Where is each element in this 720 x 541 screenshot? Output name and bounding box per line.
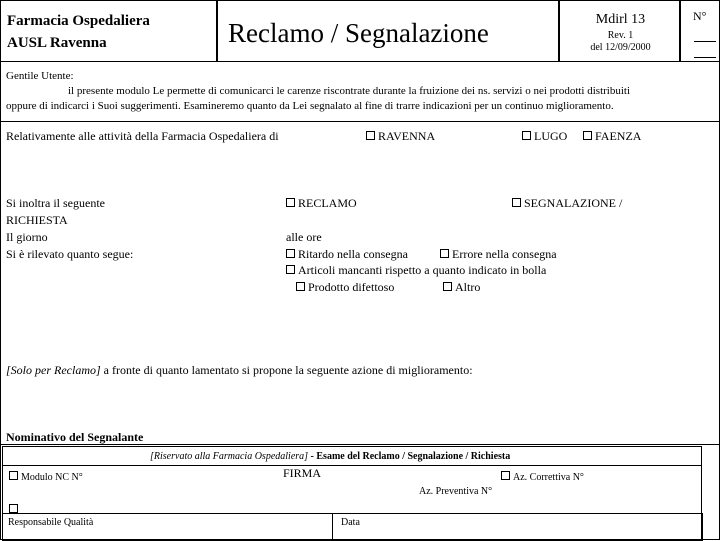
- issue-articoli-label: Articoli mancanti rispetto a quanto indicato in bolla: [298, 263, 547, 277]
- report-line-3: Il giorno: [6, 230, 48, 244]
- responsible-box: [2, 513, 333, 541]
- corrective-action[interactable]: [501, 471, 584, 484]
- issue-errore[interactable]: [440, 247, 557, 262]
- internal-reserved: [Riservato alla Farmacia Ospedaliera]: [150, 451, 309, 462]
- checkbox-modulo-nc[interactable]: [9, 471, 18, 480]
- number-line-2[interactable]: [694, 57, 716, 58]
- org-name: Farmacia Ospedaliera: [7, 13, 150, 29]
- org-unit: AUSL Ravenna: [7, 35, 107, 51]
- report-line-1: Si inoltra il seguente: [6, 196, 105, 210]
- page-title: Reclamo / Segnalazione: [228, 18, 489, 48]
- checkbox-ravenna[interactable]: [366, 131, 375, 140]
- checkbox-reclamo[interactable]: [286, 198, 295, 207]
- activity-prompt: Relativamente alle attività della Farmacia Ospedaliera di: [6, 129, 279, 143]
- firma-label: FIRMA: [283, 466, 322, 480]
- date-label: Data: [341, 517, 360, 528]
- internal-review: - Esame del Reclamo / Segnalazione / Richiesta: [308, 451, 511, 462]
- corrective-label: Az. Correttiva N°: [513, 472, 584, 483]
- checkbox-corrective[interactable]: [501, 471, 510, 480]
- checkbox-ritardo[interactable]: [286, 249, 295, 258]
- number-label: N°: [693, 9, 707, 23]
- doc-revision: Rev. 1: [607, 30, 634, 41]
- internal-box: [2, 446, 702, 540]
- improvement-body: a fronte di quanto lamentato si propone la seguente azione di miglioramento:: [100, 363, 473, 377]
- intro-divider: [0, 121, 720, 122]
- report-line-2: RICHIESTA: [6, 213, 68, 227]
- time-label: alle ore: [286, 230, 322, 244]
- improvement-prefix: [Solo per Reclamo]: [6, 363, 101, 377]
- option-segnalazione[interactable]: [512, 196, 622, 211]
- option-reclamo-label: RECLAMO: [298, 196, 357, 210]
- intro-greeting: Gentile Utente:: [6, 70, 74, 82]
- checkbox-segnalazione[interactable]: [512, 198, 521, 207]
- issue-difettoso[interactable]: [296, 280, 394, 295]
- checkbox-lugo[interactable]: [522, 131, 531, 140]
- option-ravenna[interactable]: [366, 129, 435, 144]
- option-ravenna-label: RAVENNA: [378, 129, 436, 143]
- title-box: [217, 0, 559, 62]
- option-segnalazione-label: SEGNALAZIONE /: [524, 196, 623, 210]
- issue-altro-label: Altro: [455, 280, 481, 294]
- issue-ritardo-label: Ritardo nella consegna: [298, 247, 408, 261]
- doc-code-box: [559, 0, 680, 62]
- modulo-nc[interactable]: [9, 471, 83, 484]
- issue-ritardo[interactable]: [286, 247, 408, 262]
- option-lugo-label: LUGO: [534, 129, 568, 143]
- report-line-4: Si è rilevato quanto segue:: [6, 247, 134, 261]
- signer-label: Nominativo del Segnalante: [6, 430, 144, 444]
- improvement-text: [6, 363, 473, 378]
- doc-date: del 12/09/2000: [590, 42, 651, 53]
- internal-title: [150, 451, 510, 463]
- number-line-1[interactable]: [694, 41, 716, 42]
- responsible-label: Responsabile Qualità: [8, 517, 94, 528]
- intro-line-2: oppure di indicarci i Suoi suggerimenti. Esamineremo quanto da Lei segnalato al fine di trarre indicazioni per un continuo miglioramento.: [6, 100, 614, 112]
- org-box: [0, 0, 217, 62]
- checkbox-errore[interactable]: [440, 249, 449, 258]
- number-box: [680, 0, 720, 62]
- intro-line-1: il presente modulo Le permette di comunicarci le carenze riscontrate durante la fruizione dei ns. servizi o nei prodotti distribuiti: [68, 85, 631, 97]
- checkbox-altro[interactable]: [443, 282, 452, 291]
- doc-code: Mdirl 13: [595, 12, 646, 27]
- issue-difettoso-label: Prodotto difettoso: [308, 280, 395, 294]
- preventive-label: Az. Preventiva N°: [419, 486, 493, 497]
- issue-articoli[interactable]: [286, 263, 546, 278]
- date-box: [332, 513, 703, 541]
- checkbox-preventive-box[interactable]: [9, 504, 18, 513]
- option-faenza-label: FAENZA: [595, 129, 642, 143]
- option-faenza[interactable]: [583, 129, 641, 144]
- internal-top-divider: [0, 444, 720, 445]
- checkbox-faenza[interactable]: [583, 131, 592, 140]
- issue-altro[interactable]: [443, 280, 480, 295]
- checkbox-articoli[interactable]: [286, 265, 295, 274]
- option-lugo[interactable]: [522, 129, 567, 144]
- modulo-nc-label: Modulo NC N°: [21, 472, 83, 483]
- option-reclamo[interactable]: [286, 196, 357, 211]
- internal-row-divider: [3, 465, 701, 466]
- issue-errore-label: Errore nella consegna: [452, 247, 557, 261]
- checkbox-difettoso[interactable]: [296, 282, 305, 291]
